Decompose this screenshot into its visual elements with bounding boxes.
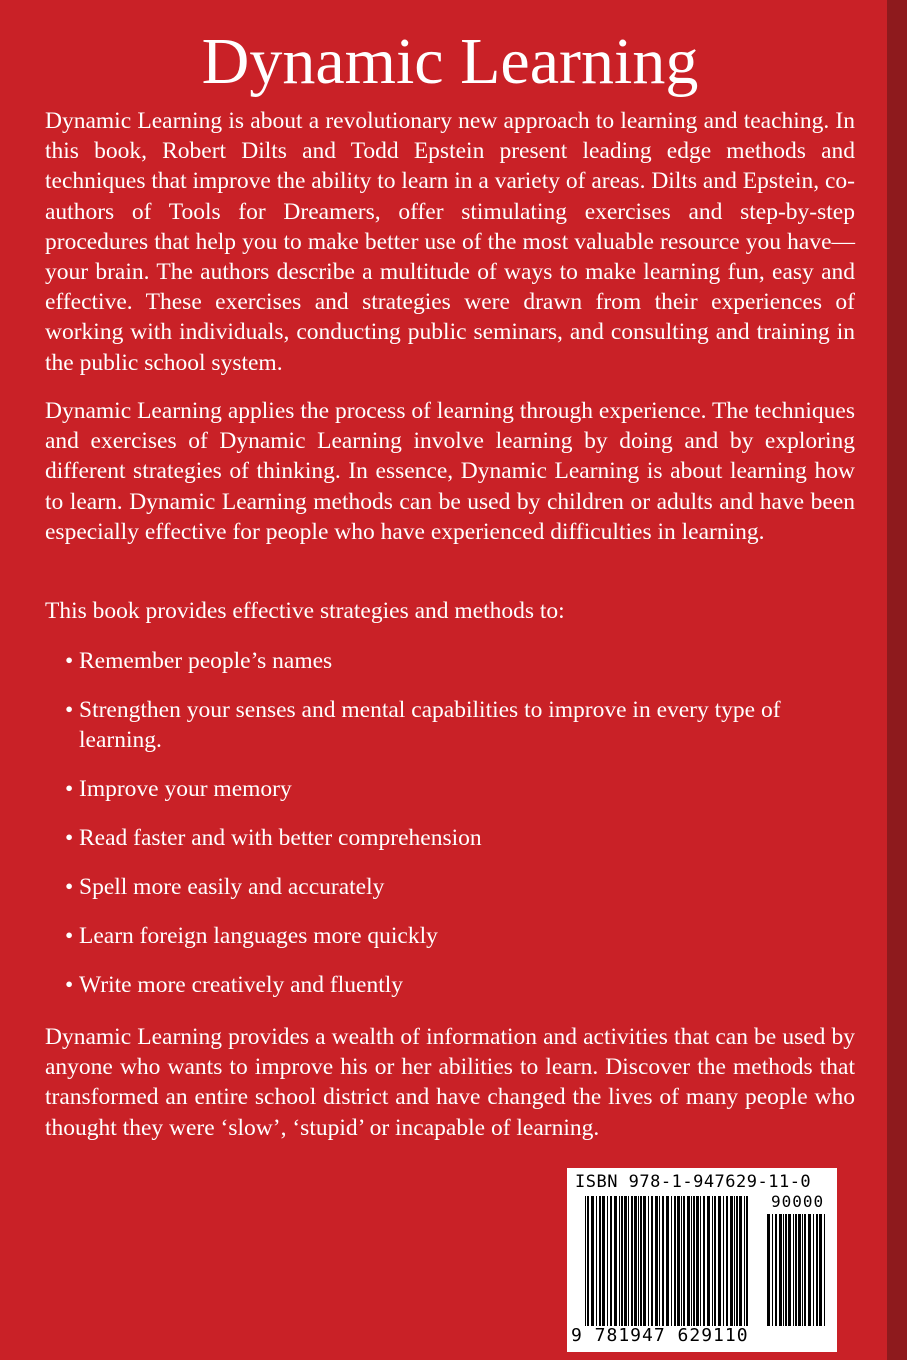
barcode-bar	[674, 1196, 676, 1326]
barcode-bar	[687, 1196, 690, 1326]
description-paragraph-2: Dynamic Learning applies the process of learning through experience. The techniques and exercises of Dynamic Learning involve learning by doing and by exploring different strategies of thinking. In essence, Dynamic Learning is about learning how to learn. Dynamic Learning methods can be used by children or adults and have been especially effective for people who have experienced difficulties in learning.	[45, 398, 855, 545]
description-paragraph-1: Dynamic Learning is about a revolutionary new approach to learning and teaching. In this book, Robert Dilts and Todd Epstein present leading edge methods and techniques that improve the ability to learn in a variety of areas. Dilts and Epstein, co-authors of Tools for Dreamers, offer stimulating exercises and step-by-step procedures that help you to make better use of the most valuable resource you have—your brain. The authors describe a multitude of ways to make learning fun, easy and effective. These exercises and strategies were drawn from their experiences of working with individuals, conducting public seminars, and consulting and training in the public school system.	[45, 108, 855, 376]
barcode-bar	[793, 1214, 794, 1326]
list-item: • Strengthen your senses and mental capabilities to improve in every type of learning.	[65, 697, 781, 753]
cover-spine-shadow	[887, 0, 907, 1360]
barcode-bar	[718, 1196, 721, 1326]
barcode-bar	[775, 1214, 777, 1326]
list-item: • Write more creatively and fluently	[65, 972, 403, 998]
barcode-bar	[746, 1196, 748, 1326]
list-item: • Learn foreign languages more quickly	[65, 923, 438, 949]
isbn-label: ISBN 978-1-947629-11-0	[575, 1172, 812, 1192]
barcode-bar	[712, 1196, 713, 1326]
bullet-intro: This book provides effective strategies and methods to:	[45, 598, 565, 624]
barcode-bar	[659, 1196, 660, 1326]
price-code: 90000	[771, 1192, 825, 1211]
barcode-bar	[696, 1196, 699, 1326]
barcode-bar	[587, 1196, 589, 1326]
barcode-bar	[824, 1214, 825, 1326]
barcode-bar	[744, 1196, 745, 1326]
barcode-bar	[785, 1214, 787, 1326]
barcode-bar	[726, 1196, 728, 1326]
barcode-bar	[621, 1196, 623, 1326]
barcode-bar	[707, 1196, 710, 1326]
barcode-bar	[666, 1196, 669, 1326]
barcode-bar	[779, 1214, 782, 1326]
barcode-bar	[816, 1214, 818, 1326]
barcode-bars	[585, 1196, 749, 1326]
barcode-bar	[772, 1214, 773, 1326]
barcode-bar	[693, 1196, 695, 1326]
barcode-bar	[610, 1196, 612, 1326]
barcode-bar	[723, 1196, 724, 1326]
barcode-bar	[634, 1196, 637, 1326]
barcode-bar	[739, 1196, 742, 1326]
barcode-bar	[655, 1196, 658, 1326]
barcode-bar	[651, 1196, 653, 1326]
barcode-bar	[798, 1214, 801, 1326]
barcode-bar	[703, 1196, 705, 1326]
barcode-bar	[677, 1196, 680, 1326]
barcode-bar	[585, 1196, 586, 1326]
barcode-bar	[714, 1196, 716, 1326]
barcode-bar	[624, 1196, 627, 1326]
barcode-bar	[783, 1214, 784, 1326]
list-item: • Spell more easily and accurately	[65, 874, 385, 900]
barcode-bar	[736, 1196, 738, 1326]
description-paragraph-closing: Dynamic Learning provides a wealth of information and activities that can be used by anyone who wants to improve his or her abilities to learn. Discover the methods that transformed an entire school district and have changed the lives of many people who thought they were ‘slow’, ‘stupid’ or incapable of learning.	[45, 1024, 855, 1141]
barcode-bar	[683, 1196, 685, 1326]
barcode-bar	[788, 1214, 791, 1326]
list-item: • Remember people’s names	[65, 648, 333, 674]
barcode-bar	[767, 1214, 770, 1326]
barcode-bar	[734, 1196, 735, 1326]
barcode-bar	[631, 1196, 633, 1326]
benefits-list	[65, 646, 845, 1019]
barcode-digits: 9 781947 629110	[571, 1325, 749, 1346]
barcode-bar	[643, 1196, 646, 1326]
list-item: • Improve your memory	[65, 776, 292, 802]
barcode-bar	[640, 1196, 642, 1326]
barcode-bar	[804, 1214, 806, 1326]
isbn-barcode	[567, 1168, 837, 1352]
barcode-bar	[795, 1214, 797, 1326]
barcode-bar	[628, 1196, 629, 1326]
barcode-bar	[591, 1196, 594, 1326]
barcode-bar	[607, 1196, 608, 1326]
list-item: • Read faster and with better comprehension	[65, 825, 482, 851]
barcode-bar	[662, 1196, 664, 1326]
barcode-bar	[808, 1214, 811, 1326]
barcode-bar	[730, 1196, 733, 1326]
barcode-bar	[819, 1214, 822, 1326]
barcode-bar	[602, 1196, 605, 1326]
barcode-bar	[681, 1196, 682, 1326]
barcode-bar	[614, 1196, 617, 1326]
barcode-bar	[700, 1196, 701, 1326]
barcode-bar	[802, 1214, 803, 1326]
book-title: Dynamic Learning	[201, 25, 699, 98]
barcode-bar	[691, 1196, 692, 1326]
barcode-bar	[813, 1214, 814, 1326]
barcode-bar	[619, 1196, 620, 1326]
barcode-bar	[671, 1196, 672, 1326]
barcode-bar	[599, 1196, 601, 1326]
barcode-bar	[596, 1196, 597, 1326]
barcode-bar	[638, 1196, 639, 1326]
barcode-addon-bars	[767, 1214, 825, 1326]
barcode-bar	[648, 1196, 649, 1326]
